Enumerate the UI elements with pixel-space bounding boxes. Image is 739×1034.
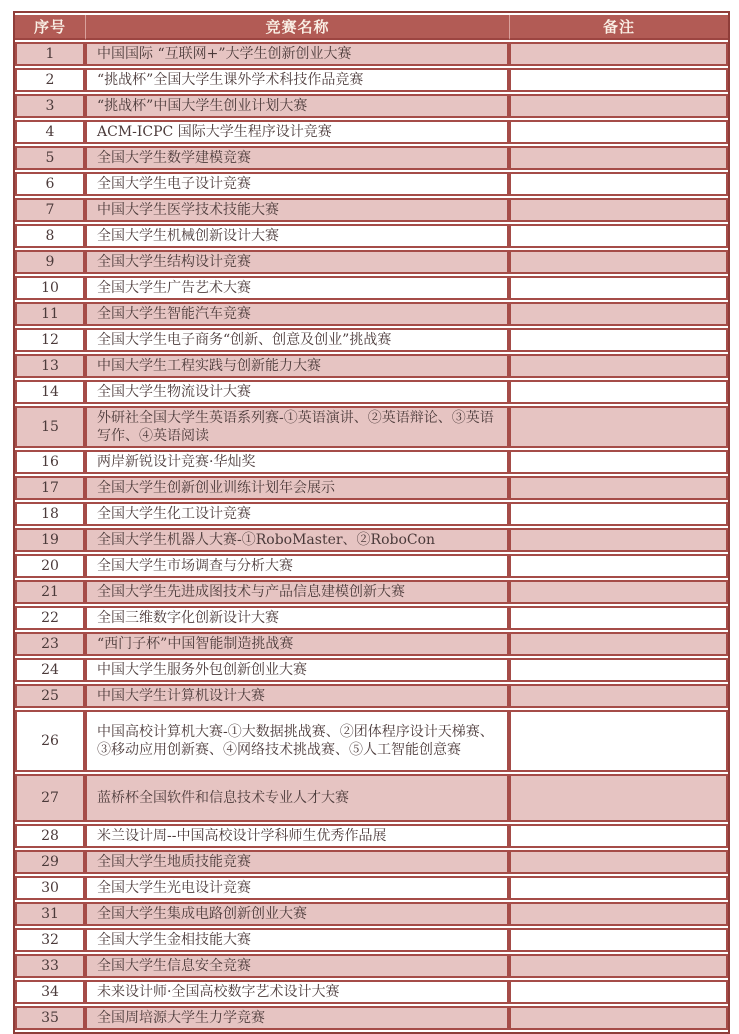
cell-no: 33 — [15, 954, 85, 978]
cell-no: 15 — [15, 406, 85, 448]
table-row — [15, 876, 728, 900]
table-row — [15, 328, 728, 352]
table-row — [15, 250, 728, 274]
cell-remark — [509, 928, 728, 952]
cell-competition-name: 全国大学生结构设计竞赛 — [85, 250, 509, 274]
cell-competition-name: 全国大学生物流设计大赛 — [85, 380, 509, 404]
cell-remark — [509, 580, 728, 604]
cell-competition-name: 两岸新锐设计竞赛·华灿奖 — [85, 450, 509, 474]
cell-no: 19 — [15, 528, 85, 552]
cell-no: 7 — [15, 198, 85, 222]
cell-no: 2 — [15, 68, 85, 92]
cell-no: 22 — [15, 606, 85, 630]
cell-remark — [509, 632, 728, 656]
cell-competition-name: 全国大学生光电设计竞赛 — [85, 876, 509, 900]
cell-competition-name: 中国高校计算机大赛-①大数据挑战赛、②团体程序设计天梯赛、③移动应用创新赛、④网络技术挑战赛、⑤人工智能创意赛 — [85, 710, 509, 772]
cell-competition-name: 中国大学生计算机设计大赛 — [85, 684, 509, 708]
cell-remark — [509, 684, 728, 708]
cell-remark — [509, 850, 728, 874]
cell-remark — [509, 406, 728, 448]
cell-remark — [509, 1006, 728, 1030]
cell-remark — [509, 710, 728, 772]
header-cell-remark: 备注 — [509, 15, 728, 40]
cell-remark — [509, 224, 728, 248]
cell-no: 34 — [15, 980, 85, 1004]
cell-competition-name: 全国大学生集成电路创新创业大赛 — [85, 902, 509, 926]
cell-no: 1 — [15, 42, 85, 66]
table-row — [15, 302, 728, 326]
cell-competition-name: “西门子杯”中国智能制造挑战赛 — [85, 632, 509, 656]
cell-competition-name: 全国大学生数学建模竞赛 — [85, 146, 509, 170]
table-row — [15, 528, 728, 552]
cell-competition-name: 全国大学生机器人大赛-①RoboMaster、②RoboCon — [85, 528, 509, 552]
cell-competition-name: 全国大学生智能汽车竞赛 — [85, 302, 509, 326]
cell-remark — [509, 354, 728, 378]
cell-competition-name: 全国大学生电子设计竞赛 — [85, 172, 509, 196]
cell-remark — [509, 450, 728, 474]
cell-no: 35 — [15, 1006, 85, 1030]
cell-competition-name: 中国大学生服务外包创新创业大赛 — [85, 658, 509, 682]
table-row — [15, 406, 728, 448]
cell-competition-name: 全国大学生广告艺术大赛 — [85, 276, 509, 300]
cell-remark — [509, 606, 728, 630]
cell-no: 21 — [15, 580, 85, 604]
cell-competition-name: 全国大学生市场调查与分析大赛 — [85, 554, 509, 578]
table-row — [15, 684, 728, 708]
table-row — [15, 68, 728, 92]
cell-competition-name: “挑战杯”中国大学生创业计划大赛 — [85, 94, 509, 118]
cell-competition-name: 全国大学生机械创新设计大赛 — [85, 224, 509, 248]
table-row — [15, 824, 728, 848]
cell-no: 11 — [15, 302, 85, 326]
cell-no: 32 — [15, 928, 85, 952]
cell-remark — [509, 502, 728, 526]
table-row — [15, 224, 728, 248]
cell-no: 23 — [15, 632, 85, 656]
cell-no: 26 — [15, 710, 85, 772]
cell-remark — [509, 276, 728, 300]
cell-competition-name: 全国大学生信息安全竞赛 — [85, 954, 509, 978]
cell-remark — [509, 824, 728, 848]
cell-competition-name: 外研社全国大学生英语系列赛-①英语演讲、②英语辩论、③英语写作、④英语阅读 — [85, 406, 509, 448]
table-row — [15, 502, 728, 526]
cell-competition-name: 全国大学生金相技能大赛 — [85, 928, 509, 952]
cell-no: 14 — [15, 380, 85, 404]
table-row — [15, 146, 728, 170]
cell-no: 17 — [15, 476, 85, 500]
cell-competition-name: 全国周培源大学生力学竞赛 — [85, 1006, 509, 1030]
cell-competition-name: 中国国际 “互联网+”大学生创新创业大赛 — [85, 42, 509, 66]
cell-remark — [509, 658, 728, 682]
table-row — [15, 354, 728, 378]
cell-no: 5 — [15, 146, 85, 170]
table-row — [15, 450, 728, 474]
cell-remark — [509, 954, 728, 978]
cell-remark — [509, 902, 728, 926]
cell-competition-name: 全国三维数字化创新设计大赛 — [85, 606, 509, 630]
header-cell-name: 竞赛名称 — [85, 15, 509, 40]
table-row — [15, 476, 728, 500]
cell-remark — [509, 476, 728, 500]
cell-competition-name: “挑战杯”全国大学生课外学术科技作品竞赛 — [85, 68, 509, 92]
table-row — [15, 902, 728, 926]
cell-competition-name: 全国大学生创新创业训练计划年会展示 — [85, 476, 509, 500]
table-row — [15, 850, 728, 874]
cell-no: 8 — [15, 224, 85, 248]
cell-competition-name: ACM-ICPC 国际大学生程序设计竞赛 — [85, 120, 509, 144]
cell-remark — [509, 380, 728, 404]
cell-remark — [509, 980, 728, 1004]
cell-no: 25 — [15, 684, 85, 708]
cell-competition-name: 全国大学生先进成图技术与产品信息建模创新大赛 — [85, 580, 509, 604]
cell-no: 9 — [15, 250, 85, 274]
cell-no: 30 — [15, 876, 85, 900]
cell-no: 29 — [15, 850, 85, 874]
cell-competition-name: 未来设计师·全国高校数字艺术设计大赛 — [85, 980, 509, 1004]
cell-remark — [509, 250, 728, 274]
table-row — [15, 94, 728, 118]
cell-competition-name: 中国大学生医学技术技能大赛 — [85, 198, 509, 222]
cell-no: 13 — [15, 354, 85, 378]
cell-no: 4 — [15, 120, 85, 144]
cell-competition-name: 中国大学生工程实践与创新能力大赛 — [85, 354, 509, 378]
cell-remark — [509, 876, 728, 900]
table-row — [15, 172, 728, 196]
table-row — [15, 954, 728, 978]
table-row — [15, 276, 728, 300]
cell-competition-name: 米兰设计周--中国高校设计学科师生优秀作品展 — [85, 824, 509, 848]
cell-no: 12 — [15, 328, 85, 352]
cell-remark — [509, 120, 728, 144]
cell-no: 16 — [15, 450, 85, 474]
table-row — [15, 658, 728, 682]
cell-remark — [509, 198, 728, 222]
cell-no: 24 — [15, 658, 85, 682]
table-row — [15, 120, 728, 144]
table-row — [15, 980, 728, 1004]
table-row — [15, 42, 728, 66]
table-row — [15, 632, 728, 656]
header-cell-no: 序号 — [15, 15, 85, 40]
cell-remark — [509, 554, 728, 578]
cell-remark — [509, 42, 728, 66]
table-row — [15, 606, 728, 630]
cell-remark — [509, 68, 728, 92]
cell-no: 3 — [15, 94, 85, 118]
cell-remark — [509, 302, 728, 326]
cell-no: 27 — [15, 774, 85, 822]
header-row — [15, 15, 728, 40]
table-row — [15, 554, 728, 578]
table-row — [15, 1006, 728, 1030]
cell-no: 28 — [15, 824, 85, 848]
competition-table — [15, 13, 728, 1032]
cell-no: 18 — [15, 502, 85, 526]
table-row — [15, 580, 728, 604]
table-row — [15, 380, 728, 404]
competition-table-container — [13, 11, 730, 1034]
cell-remark — [509, 774, 728, 822]
cell-competition-name: 蓝桥杯全国软件和信息技术专业人才大赛 — [85, 774, 509, 822]
cell-no: 10 — [15, 276, 85, 300]
cell-competition-name: 全国大学生电子商务“创新、创意及创业”挑战赛 — [85, 328, 509, 352]
table-row — [15, 710, 728, 772]
table-row — [15, 928, 728, 952]
cell-competition-name: 全国大学生地质技能竞赛 — [85, 850, 509, 874]
cell-no: 6 — [15, 172, 85, 196]
table-row — [15, 198, 728, 222]
cell-remark — [509, 172, 728, 196]
cell-remark — [509, 146, 728, 170]
cell-remark — [509, 328, 728, 352]
cell-remark — [509, 94, 728, 118]
cell-no: 31 — [15, 902, 85, 926]
cell-remark — [509, 528, 728, 552]
cell-no: 20 — [15, 554, 85, 578]
cell-competition-name: 全国大学生化工设计竞赛 — [85, 502, 509, 526]
table-row — [15, 774, 728, 822]
